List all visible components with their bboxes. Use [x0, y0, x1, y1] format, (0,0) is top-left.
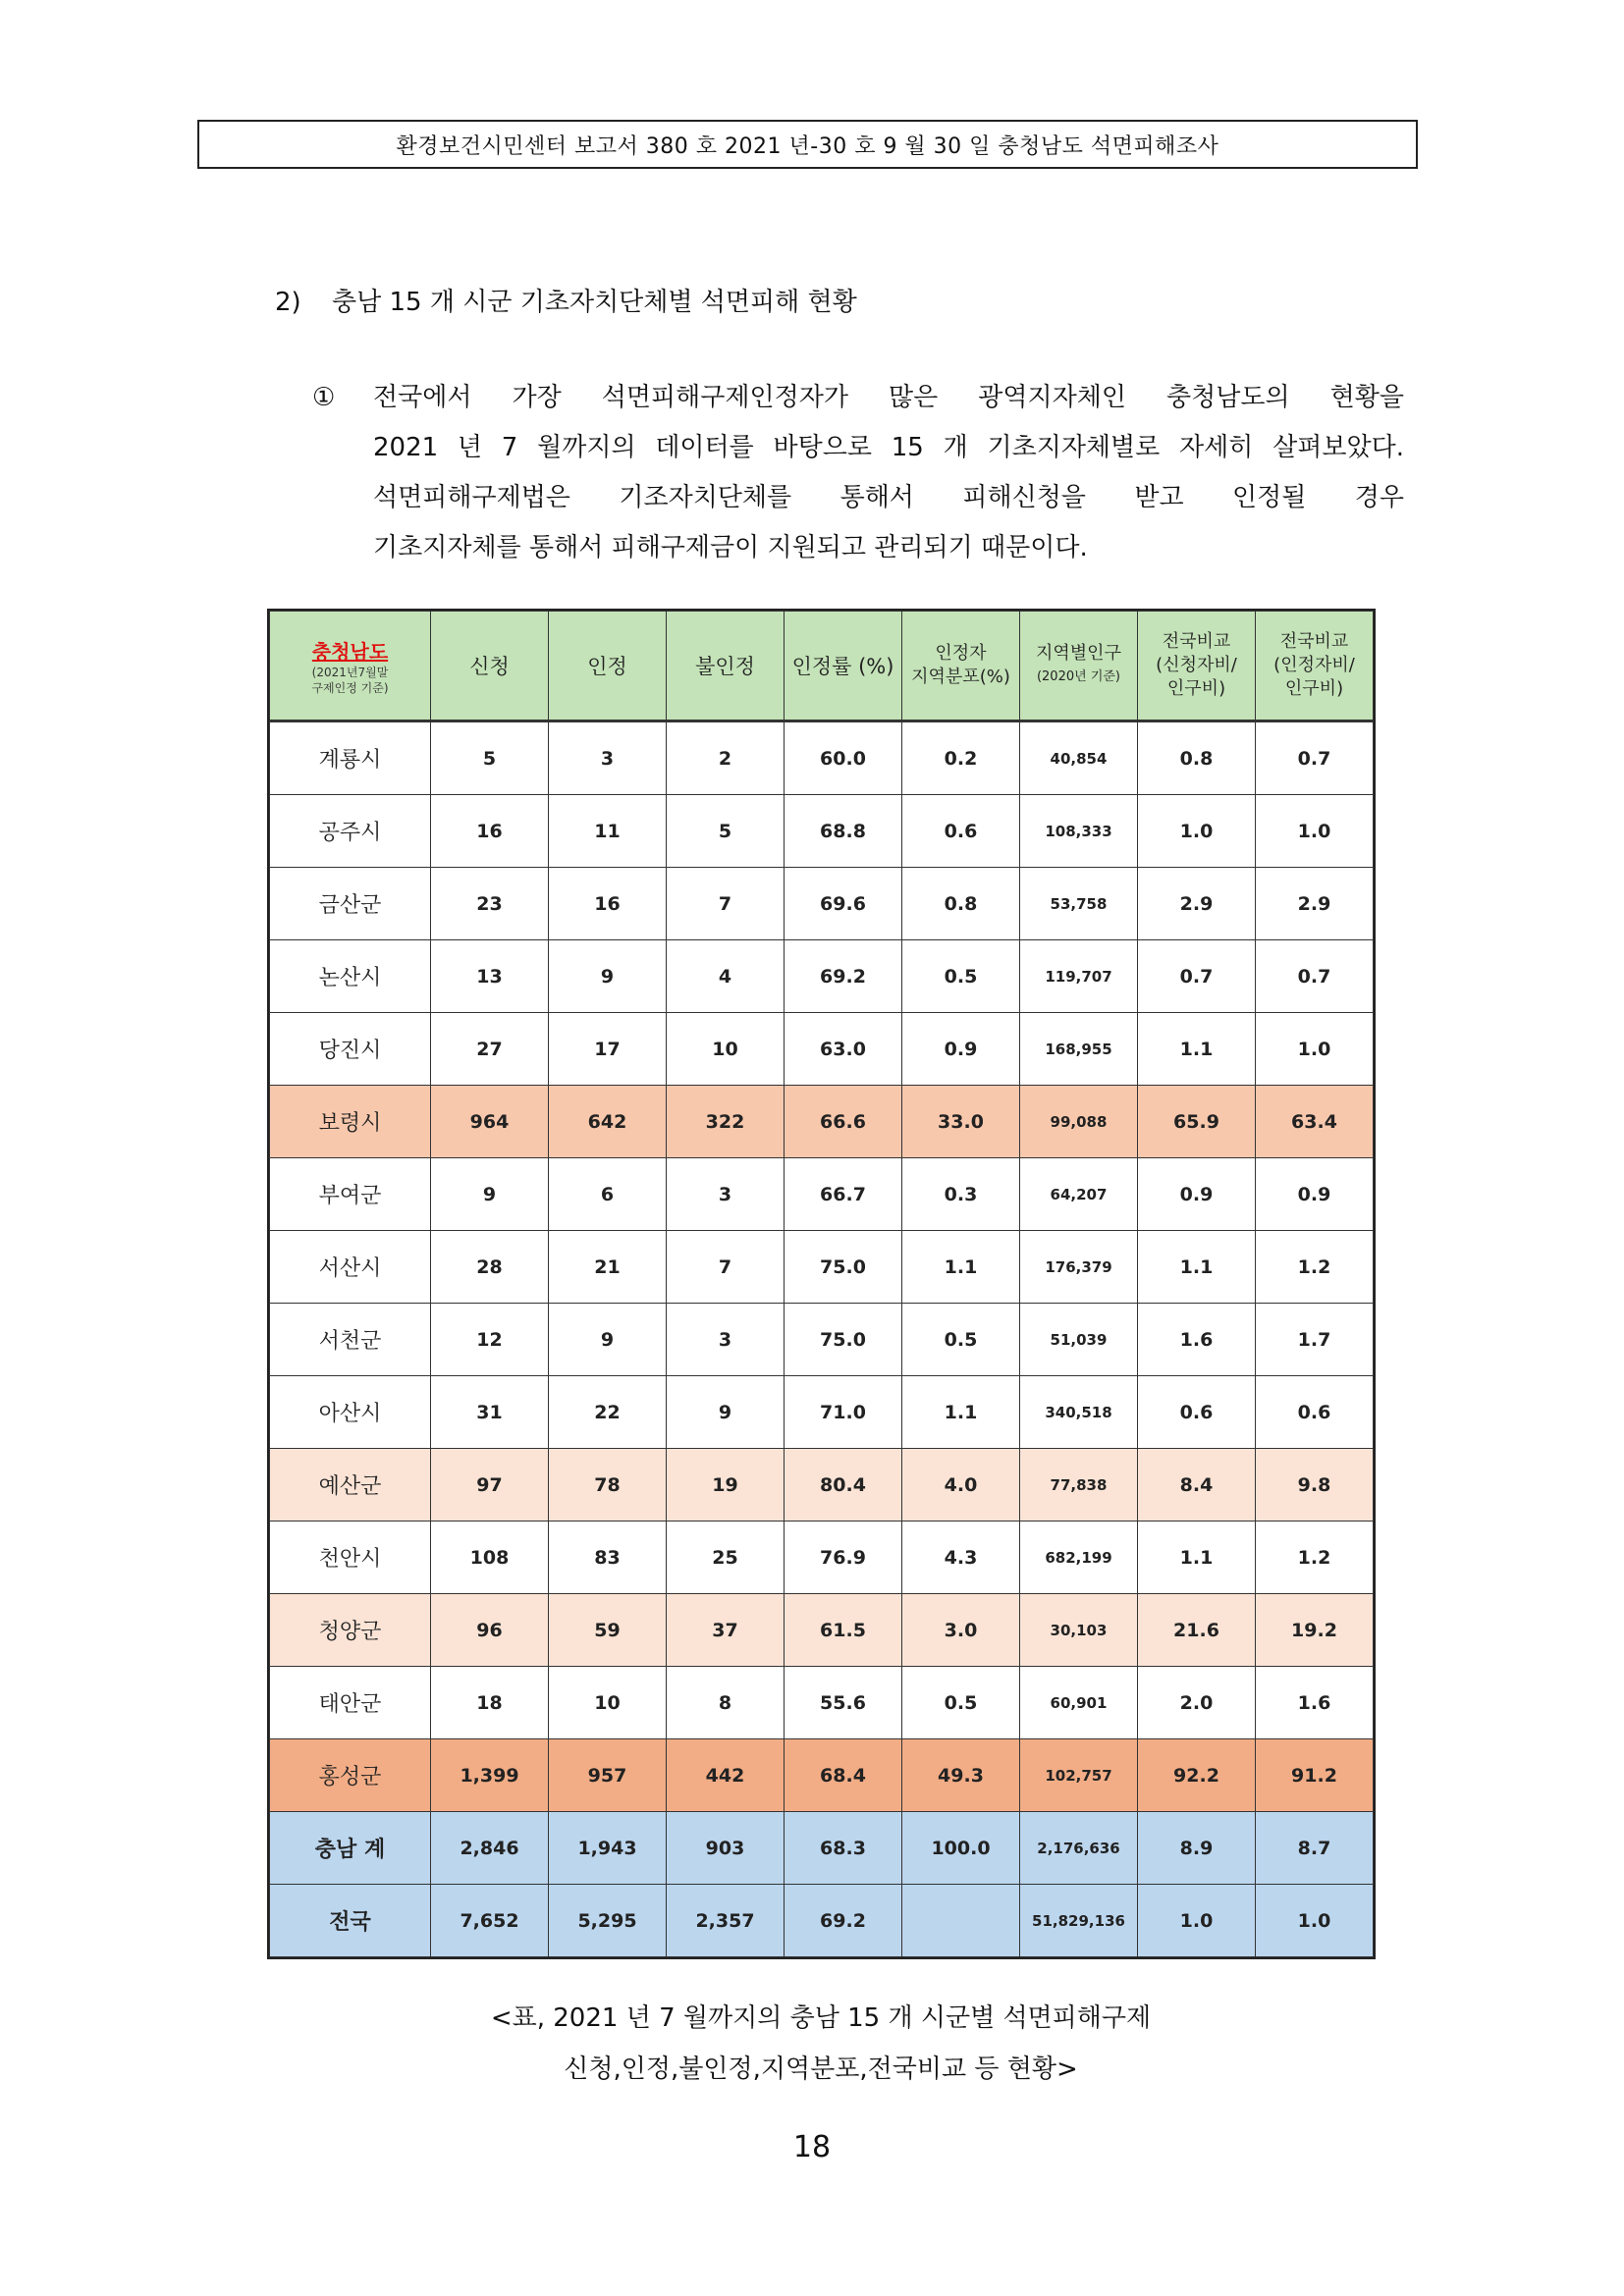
table-cell-reject: 7	[667, 868, 785, 940]
table-cell-apply: 97	[431, 1449, 549, 1522]
table-cell-cmpB: 9.8	[1256, 1449, 1374, 1522]
region-name-cell: 서천군	[270, 1304, 431, 1376]
table-cell-pop: 51,829,136	[1020, 1885, 1138, 1957]
caption-line: <표, 2021 년 7 월까지의 충남 15 개 시군별 석면피해구제	[490, 2003, 1152, 2033]
table-cell-reject: 322	[667, 1086, 785, 1158]
corner-subtitle: (2021년7월말	[311, 665, 389, 679]
table-cell-cmpA: 92.2	[1138, 1739, 1256, 1812]
table-cell-reject: 19	[667, 1449, 785, 1522]
table-cell-cmpB: 63.4	[1256, 1086, 1374, 1158]
table-row	[270, 1739, 1374, 1812]
table-cell-pop: 53,758	[1020, 868, 1138, 940]
table-cell-apply: 96	[431, 1594, 549, 1667]
table-cell-pop: 168,955	[1020, 1013, 1138, 1086]
intro-paragraph	[312, 373, 1404, 573]
table-cell-dist: 100.0	[902, 1812, 1020, 1885]
table-cell-cmpA: 0.9	[1138, 1158, 1256, 1231]
table-cell-cmpA: 2.9	[1138, 868, 1256, 940]
table-cell-pop: 119,707	[1020, 940, 1138, 1013]
region-name-cell: 부여군	[270, 1158, 431, 1231]
table-cell-approve: 78	[549, 1449, 667, 1522]
table-cell-cmpA: 1.6	[1138, 1304, 1256, 1376]
header-line: 인정자	[935, 643, 987, 664]
table-cell-dist: 3.0	[902, 1594, 1020, 1667]
table-cell-cmpB: 1.0	[1256, 795, 1374, 868]
table-cell-rate: 61.5	[785, 1594, 902, 1667]
table-cell-dist: 1.1	[902, 1376, 1020, 1449]
table-row	[270, 1231, 1374, 1304]
header-line: 전국비교	[1279, 631, 1349, 652]
table-cell-cmpB: 1.6	[1256, 1667, 1374, 1739]
table-cell-cmpA: 65.9	[1138, 1086, 1256, 1158]
paragraph-line: 전국에서 가장 석면피해구제인정자가 많은 광역지자체인 충청남도의 현황을	[373, 383, 1404, 412]
table-cell-cmpA: 0.6	[1138, 1376, 1256, 1449]
asbestos-damage-table	[269, 611, 1374, 1957]
table-row	[270, 1594, 1374, 1667]
table-caption	[269, 1993, 1373, 2095]
region-name-cell: 충남 계	[270, 1812, 431, 1885]
table-cell-dist: 49.3	[902, 1739, 1020, 1812]
header-reject: 불인정	[667, 612, 785, 721]
table-cell-rate: 75.0	[785, 1304, 902, 1376]
table-cell-cmpA: 1.1	[1138, 1231, 1256, 1304]
region-name-cell: 계룡시	[270, 721, 431, 795]
section-title-text: 충남 15 개 시군 기초자치단체별 석면피해 현황	[332, 288, 857, 317]
table-cell-pop: 108,333	[1020, 795, 1138, 868]
table-cell-rate: 69.6	[785, 868, 902, 940]
table-row	[270, 1812, 1374, 1885]
table-cell-apply: 7,652	[431, 1885, 549, 1957]
region-name-cell: 예산군	[270, 1449, 431, 1522]
table-cell-cmpA: 21.6	[1138, 1594, 1256, 1667]
table-cell-cmpA: 1.1	[1138, 1522, 1256, 1594]
table-cell-approve: 9	[549, 940, 667, 1013]
table-cell-approve: 83	[549, 1522, 667, 1594]
table-cell-approve: 11	[549, 795, 667, 868]
table-cell-reject: 9	[667, 1376, 785, 1449]
table-cell-dist: 0.2	[902, 721, 1020, 795]
table-cell-reject: 4	[667, 940, 785, 1013]
table-row	[270, 1013, 1374, 1086]
table-cell-reject: 3	[667, 1304, 785, 1376]
header-population	[1020, 612, 1138, 721]
table-cell-pop: 60,901	[1020, 1667, 1138, 1739]
table-cell-cmpB: 0.7	[1256, 721, 1374, 795]
table-cell-cmpA: 8.4	[1138, 1449, 1256, 1522]
table-cell-pop: 51,039	[1020, 1304, 1138, 1376]
table-cell-apply: 108	[431, 1522, 549, 1594]
table-cell-pop: 340,518	[1020, 1376, 1138, 1449]
table-cell-apply: 13	[431, 940, 549, 1013]
table-cell-cmpA: 0.7	[1138, 940, 1256, 1013]
region-name-cell: 금산군	[270, 868, 431, 940]
region-name-cell: 홍성군	[270, 1739, 431, 1812]
region-name-cell: 태안군	[270, 1667, 431, 1739]
section-number: 2)	[275, 288, 301, 317]
table-cell-pop: 99,088	[1020, 1086, 1138, 1158]
table-cell-dist: 0.8	[902, 868, 1020, 940]
table-cell-apply: 18	[431, 1667, 549, 1739]
table-cell-cmpB: 8.7	[1256, 1812, 1374, 1885]
table-row	[270, 868, 1374, 940]
header-rate: 인정률 (%)	[785, 612, 902, 721]
table-cell-pop: 682,199	[1020, 1522, 1138, 1594]
table-cell-apply: 31	[431, 1376, 549, 1449]
table-cell-pop: 64,207	[1020, 1158, 1138, 1231]
table-cell-cmpA: 0.8	[1138, 721, 1256, 795]
table-cell-rate: 80.4	[785, 1449, 902, 1522]
region-name-cell: 아산시	[270, 1376, 431, 1449]
table-cell-dist: 33.0	[902, 1086, 1020, 1158]
section-title	[275, 282, 857, 318]
table-cell-approve: 21	[549, 1231, 667, 1304]
table-cell-pop: 30,103	[1020, 1594, 1138, 1667]
table-row	[270, 1667, 1374, 1739]
table-cell-approve: 16	[549, 868, 667, 940]
region-name-cell: 당진시	[270, 1013, 431, 1086]
header-apply: 신청	[431, 612, 549, 721]
table-cell-apply: 5	[431, 721, 549, 795]
table-cell-approve: 3	[549, 721, 667, 795]
table-cell-pop: 176,379	[1020, 1231, 1138, 1304]
header-distribution	[902, 612, 1020, 721]
table-cell-apply: 16	[431, 795, 549, 868]
table-cell-rate: 63.0	[785, 1013, 902, 1086]
table-cell-cmpB: 0.6	[1256, 1376, 1374, 1449]
table-cell-cmpB: 0.9	[1256, 1158, 1374, 1231]
table-cell-cmpA: 1.1	[1138, 1013, 1256, 1086]
table-cell-approve: 1,943	[549, 1812, 667, 1885]
table-cell-rate: 69.2	[785, 940, 902, 1013]
corner-header-cell	[270, 612, 431, 721]
table-cell-cmpA: 1.0	[1138, 1885, 1256, 1957]
paragraph-line: 2021 년 7 월까지의 데이터를 바탕으로 15 개 기초지자체별로 자세히 살펴보았다.	[373, 433, 1404, 462]
table-row	[270, 1522, 1374, 1594]
table-row	[270, 1304, 1374, 1376]
table-cell-apply: 12	[431, 1304, 549, 1376]
table-cell-approve: 22	[549, 1376, 667, 1449]
table-cell-reject: 8	[667, 1667, 785, 1739]
table-cell-approve: 957	[549, 1739, 667, 1812]
table-cell-reject: 25	[667, 1522, 785, 1594]
header-line: 인구비)	[1166, 678, 1226, 699]
paragraph-line: 석면피해구제법은 기조자치단체를 통해서 피해신청을 받고 인정될 경우	[373, 483, 1404, 512]
table-cell-apply: 964	[431, 1086, 549, 1158]
table-cell-cmpB: 1.0	[1256, 1013, 1374, 1086]
corner-title: 충청남도	[311, 639, 389, 664]
table-cell-dist: 0.9	[902, 1013, 1020, 1086]
header-approve: 인정	[549, 612, 667, 721]
region-name-cell: 청양군	[270, 1594, 431, 1667]
table-cell-rate: 60.0	[785, 721, 902, 795]
table-cell-reject: 37	[667, 1594, 785, 1667]
table-cell-cmpB: 1.0	[1256, 1885, 1374, 1957]
table-cell-rate: 68.8	[785, 795, 902, 868]
table-cell-cmpB: 19.2	[1256, 1594, 1374, 1667]
table-cell-rate: 55.6	[785, 1667, 902, 1739]
table-cell-pop: 102,757	[1020, 1739, 1138, 1812]
table-cell-reject: 10	[667, 1013, 785, 1086]
header-line: 지역분포(%)	[911, 667, 1010, 687]
region-name-cell: 서산시	[270, 1231, 431, 1304]
paragraph-line: 기초지자체를 통해서 피해구제금이 지원되고 관리되기 때문이다.	[373, 533, 1088, 562]
header-compare-apply	[1138, 612, 1256, 721]
region-name-cell: 천안시	[270, 1522, 431, 1594]
table-header-row	[270, 612, 1374, 721]
table-cell-reject: 2	[667, 721, 785, 795]
table-cell-dist: 0.5	[902, 940, 1020, 1013]
table-cell-reject: 3	[667, 1158, 785, 1231]
table-cell-dist: 0.6	[902, 795, 1020, 868]
table-cell-reject: 7	[667, 1231, 785, 1304]
table-cell-rate: 69.2	[785, 1885, 902, 1957]
table-cell-cmpB: 1.2	[1256, 1522, 1374, 1594]
table-row	[270, 1449, 1374, 1522]
region-name-cell: 보령시	[270, 1086, 431, 1158]
table-cell-pop: 40,854	[1020, 721, 1138, 795]
header-line: 전국비교	[1162, 631, 1231, 652]
table-cell-approve: 5,295	[549, 1885, 667, 1957]
table-cell-cmpB: 2.9	[1256, 868, 1374, 940]
header-line: (인정자비/	[1273, 655, 1355, 675]
table-cell-rate: 71.0	[785, 1376, 902, 1449]
table-cell-approve: 10	[549, 1667, 667, 1739]
table-cell-dist: 4.3	[902, 1522, 1020, 1594]
table-cell-approve: 642	[549, 1086, 667, 1158]
header-line: (신청자비/	[1156, 655, 1237, 675]
region-name-cell: 전국	[270, 1885, 431, 1957]
table-cell-rate: 76.9	[785, 1522, 902, 1594]
table-cell-apply: 28	[431, 1231, 549, 1304]
table-cell-cmpB: 1.7	[1256, 1304, 1374, 1376]
table-cell-reject: 2,357	[667, 1885, 785, 1957]
table-cell-approve: 59	[549, 1594, 667, 1667]
table-cell-cmpB: 1.2	[1256, 1231, 1374, 1304]
table-cell-dist: 0.5	[902, 1667, 1020, 1739]
table-row	[270, 721, 1374, 795]
table-cell-rate: 75.0	[785, 1231, 902, 1304]
caption-line: 신청,인정,불인정,지역분포,전국비교 등 현황>	[564, 2055, 1078, 2084]
table-cell-apply: 1,399	[431, 1739, 549, 1812]
table-cell-apply: 2,846	[431, 1812, 549, 1885]
table-cell-approve: 17	[549, 1013, 667, 1086]
header-line: 인구비)	[1284, 678, 1344, 699]
table-cell-dist: 1.1	[902, 1231, 1020, 1304]
table-cell-dist: 0.3	[902, 1158, 1020, 1231]
table-cell-pop: 77,838	[1020, 1449, 1138, 1522]
table-cell-rate: 66.7	[785, 1158, 902, 1231]
table-cell-reject: 5	[667, 795, 785, 868]
table-cell-cmpB: 91.2	[1256, 1739, 1374, 1812]
region-name-cell: 논산시	[270, 940, 431, 1013]
table-cell-approve: 6	[549, 1158, 667, 1231]
circled-number-marker: ①	[312, 383, 336, 412]
table-cell-cmpB: 0.7	[1256, 940, 1374, 1013]
page-number: 18	[792, 2130, 832, 2164]
table-row	[270, 1885, 1374, 1957]
table-cell-dist: 4.0	[902, 1449, 1020, 1522]
table-row	[270, 1086, 1374, 1158]
header-line: (2020년 기준)	[1036, 669, 1121, 684]
table-cell-apply: 9	[431, 1158, 549, 1231]
region-name-cell: 공주시	[270, 795, 431, 868]
table-cell-dist	[902, 1885, 1020, 1957]
table-cell-rate: 68.4	[785, 1739, 902, 1812]
table-row	[270, 795, 1374, 868]
table-cell-rate: 68.3	[785, 1812, 902, 1885]
table-cell-cmpA: 2.0	[1138, 1667, 1256, 1739]
table-cell-pop: 2,176,636	[1020, 1812, 1138, 1885]
table-cell-reject: 442	[667, 1739, 785, 1812]
header-line: 지역별인구	[1036, 643, 1121, 664]
table-cell-cmpA: 8.9	[1138, 1812, 1256, 1885]
table-cell-rate: 66.6	[785, 1086, 902, 1158]
report-header: 환경보건시민센터 보고서 380 호 2021 년-30 호 9 월 30 일 충청남도 석면피해조사	[197, 120, 1418, 169]
header-compare-approve	[1256, 612, 1374, 721]
table-cell-approve: 9	[549, 1304, 667, 1376]
table-cell-dist: 0.5	[902, 1304, 1020, 1376]
table-row	[270, 940, 1374, 1013]
table-cell-reject: 903	[667, 1812, 785, 1885]
table-row	[270, 1376, 1374, 1449]
table-cell-cmpA: 1.0	[1138, 795, 1256, 868]
table-cell-apply: 27	[431, 1013, 549, 1086]
corner-subtitle: 구제인정 기준)	[311, 680, 389, 695]
table-row	[270, 1158, 1374, 1231]
table-cell-apply: 23	[431, 868, 549, 940]
